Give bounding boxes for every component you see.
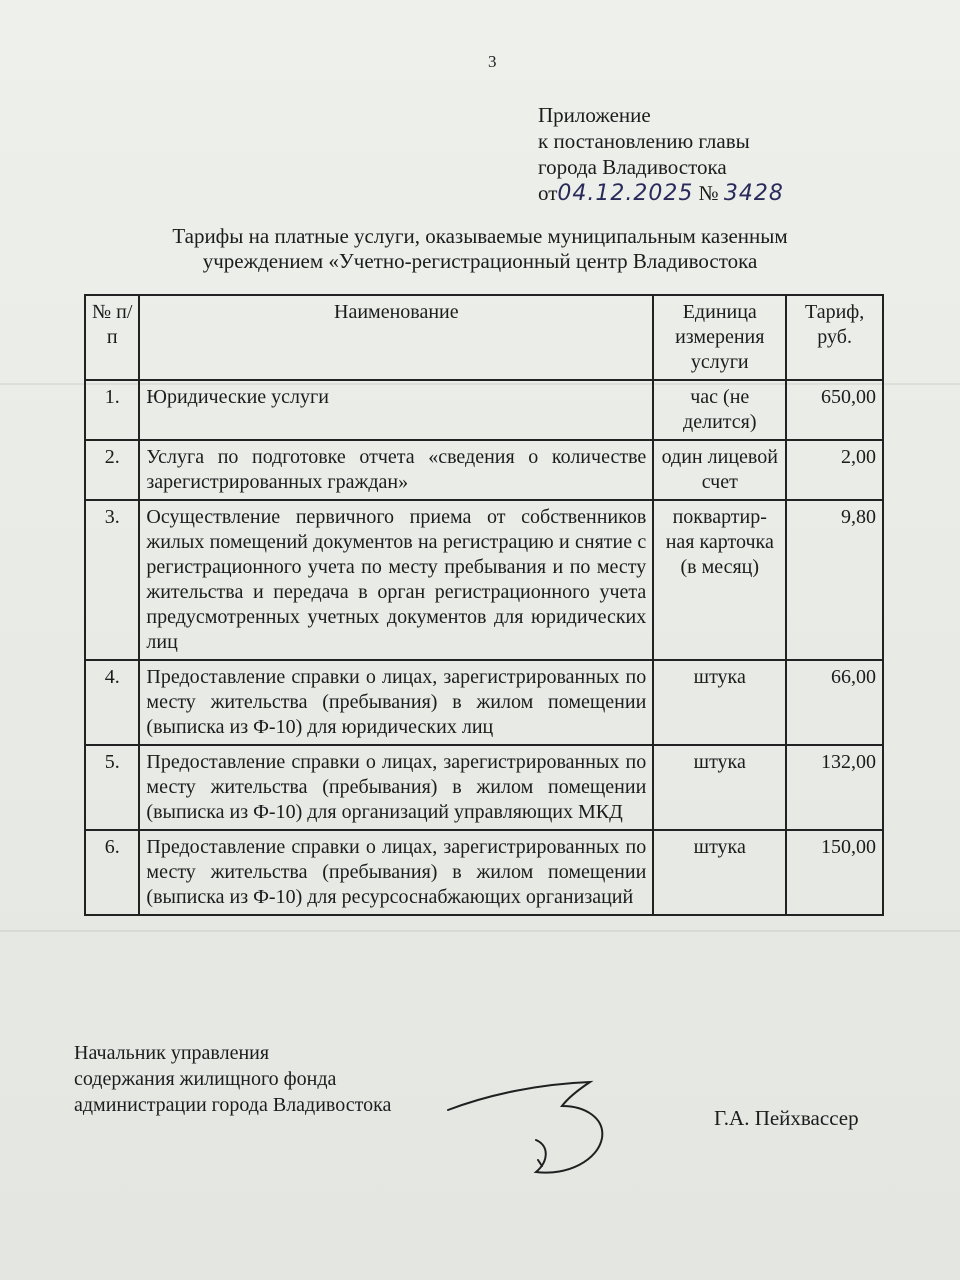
- appendix-line: города Владивостока: [538, 155, 727, 179]
- page-number: 3: [488, 52, 497, 71]
- number-sign: №: [698, 181, 719, 205]
- appendix-line: к постановлению главы: [538, 129, 750, 153]
- row-unit: штука: [653, 660, 786, 745]
- tariff-table: [84, 294, 884, 916]
- header-unit: Единица измерения услуги: [653, 295, 786, 380]
- document-title: [120, 224, 840, 274]
- handwritten-number: 3428: [723, 181, 784, 206]
- row-price: 132,00: [786, 745, 883, 830]
- table-row: [85, 745, 883, 830]
- row-number: 1.: [85, 380, 139, 440]
- handwritten-signature: [440, 1076, 630, 1186]
- header-name: Наименование: [139, 295, 653, 380]
- signer-line: администрации города Владивостока: [74, 1094, 392, 1116]
- row-unit: поквартир-ная карточка (в месяц): [653, 500, 786, 660]
- appendix-date-line: [538, 180, 784, 207]
- row-number: 2.: [85, 440, 139, 500]
- header-number: № п/ п: [85, 295, 139, 380]
- row-name: Предоставление справки о лицах, зарегистрированных по месту жительства (пребывания) в жилом помещении (выписка из Ф-10) для юридических лиц: [139, 660, 653, 745]
- row-name: Юридические услуги: [139, 380, 653, 440]
- row-price: 150,00: [786, 830, 883, 915]
- signer-line: содержания жилищного фонда: [74, 1068, 337, 1090]
- row-number: 4.: [85, 660, 139, 745]
- row-name: Предоставление справки о лицах, зарегистрированных по месту жительства (пребывания) в жилом помещении (выписка из Ф-10) для организаций управляющих МКД: [139, 745, 653, 830]
- table-row: [85, 380, 883, 440]
- row-unit: час (не делится): [653, 380, 786, 440]
- row-price: 2,00: [786, 440, 883, 500]
- table-row: [85, 500, 883, 660]
- row-number: 3.: [85, 500, 139, 660]
- row-number: 5.: [85, 745, 139, 830]
- signer-title: [74, 1040, 391, 1118]
- appendix-header: [538, 102, 784, 207]
- header-price: Тариф, руб.: [786, 295, 883, 380]
- handwritten-date: 04.12.2025: [557, 181, 694, 206]
- signer-line: Начальник управления: [74, 1042, 270, 1064]
- row-name: Предоставление справки о лицах, зарегистрированных по месту жительства (пребывания) в жилом помещении (выписка из Ф-10) для ресурсоснабжающих организаций: [139, 830, 653, 915]
- table-header-row: [85, 295, 883, 380]
- row-name: Услуга по подготовке отчета «сведения о количестве зарегистрированных граждан»: [139, 440, 653, 500]
- date-prefix: от: [538, 181, 558, 205]
- table-row: [85, 660, 883, 745]
- appendix-line: Приложение: [538, 103, 651, 127]
- table-row: [85, 830, 883, 915]
- paper-fold: [0, 930, 960, 932]
- signer-name: Г.А. Пейхвассер: [714, 1106, 859, 1130]
- title-line: Тарифы на платные услуги, оказываемые муниципальным казенным: [172, 224, 788, 248]
- title-line: учреждением «Учетно-регистрационный центр Владивостока: [202, 249, 758, 273]
- row-unit: штука: [653, 745, 786, 830]
- row-price: 9,80: [786, 500, 883, 660]
- row-name: Осуществление первичного приема от собственников жилых помещений документов на регистрацию и снятие с регистрационного учета по месту пребывания и по месту жительства и передача в орган регистрационного учета предусмотренных учетных документов для юридических лиц: [139, 500, 653, 660]
- row-price: 66,00: [786, 660, 883, 745]
- table-row: [85, 440, 883, 500]
- row-unit: один лицевой счет: [653, 440, 786, 500]
- row-unit: штука: [653, 830, 786, 915]
- row-number: 6.: [85, 830, 139, 915]
- row-price: 650,00: [786, 380, 883, 440]
